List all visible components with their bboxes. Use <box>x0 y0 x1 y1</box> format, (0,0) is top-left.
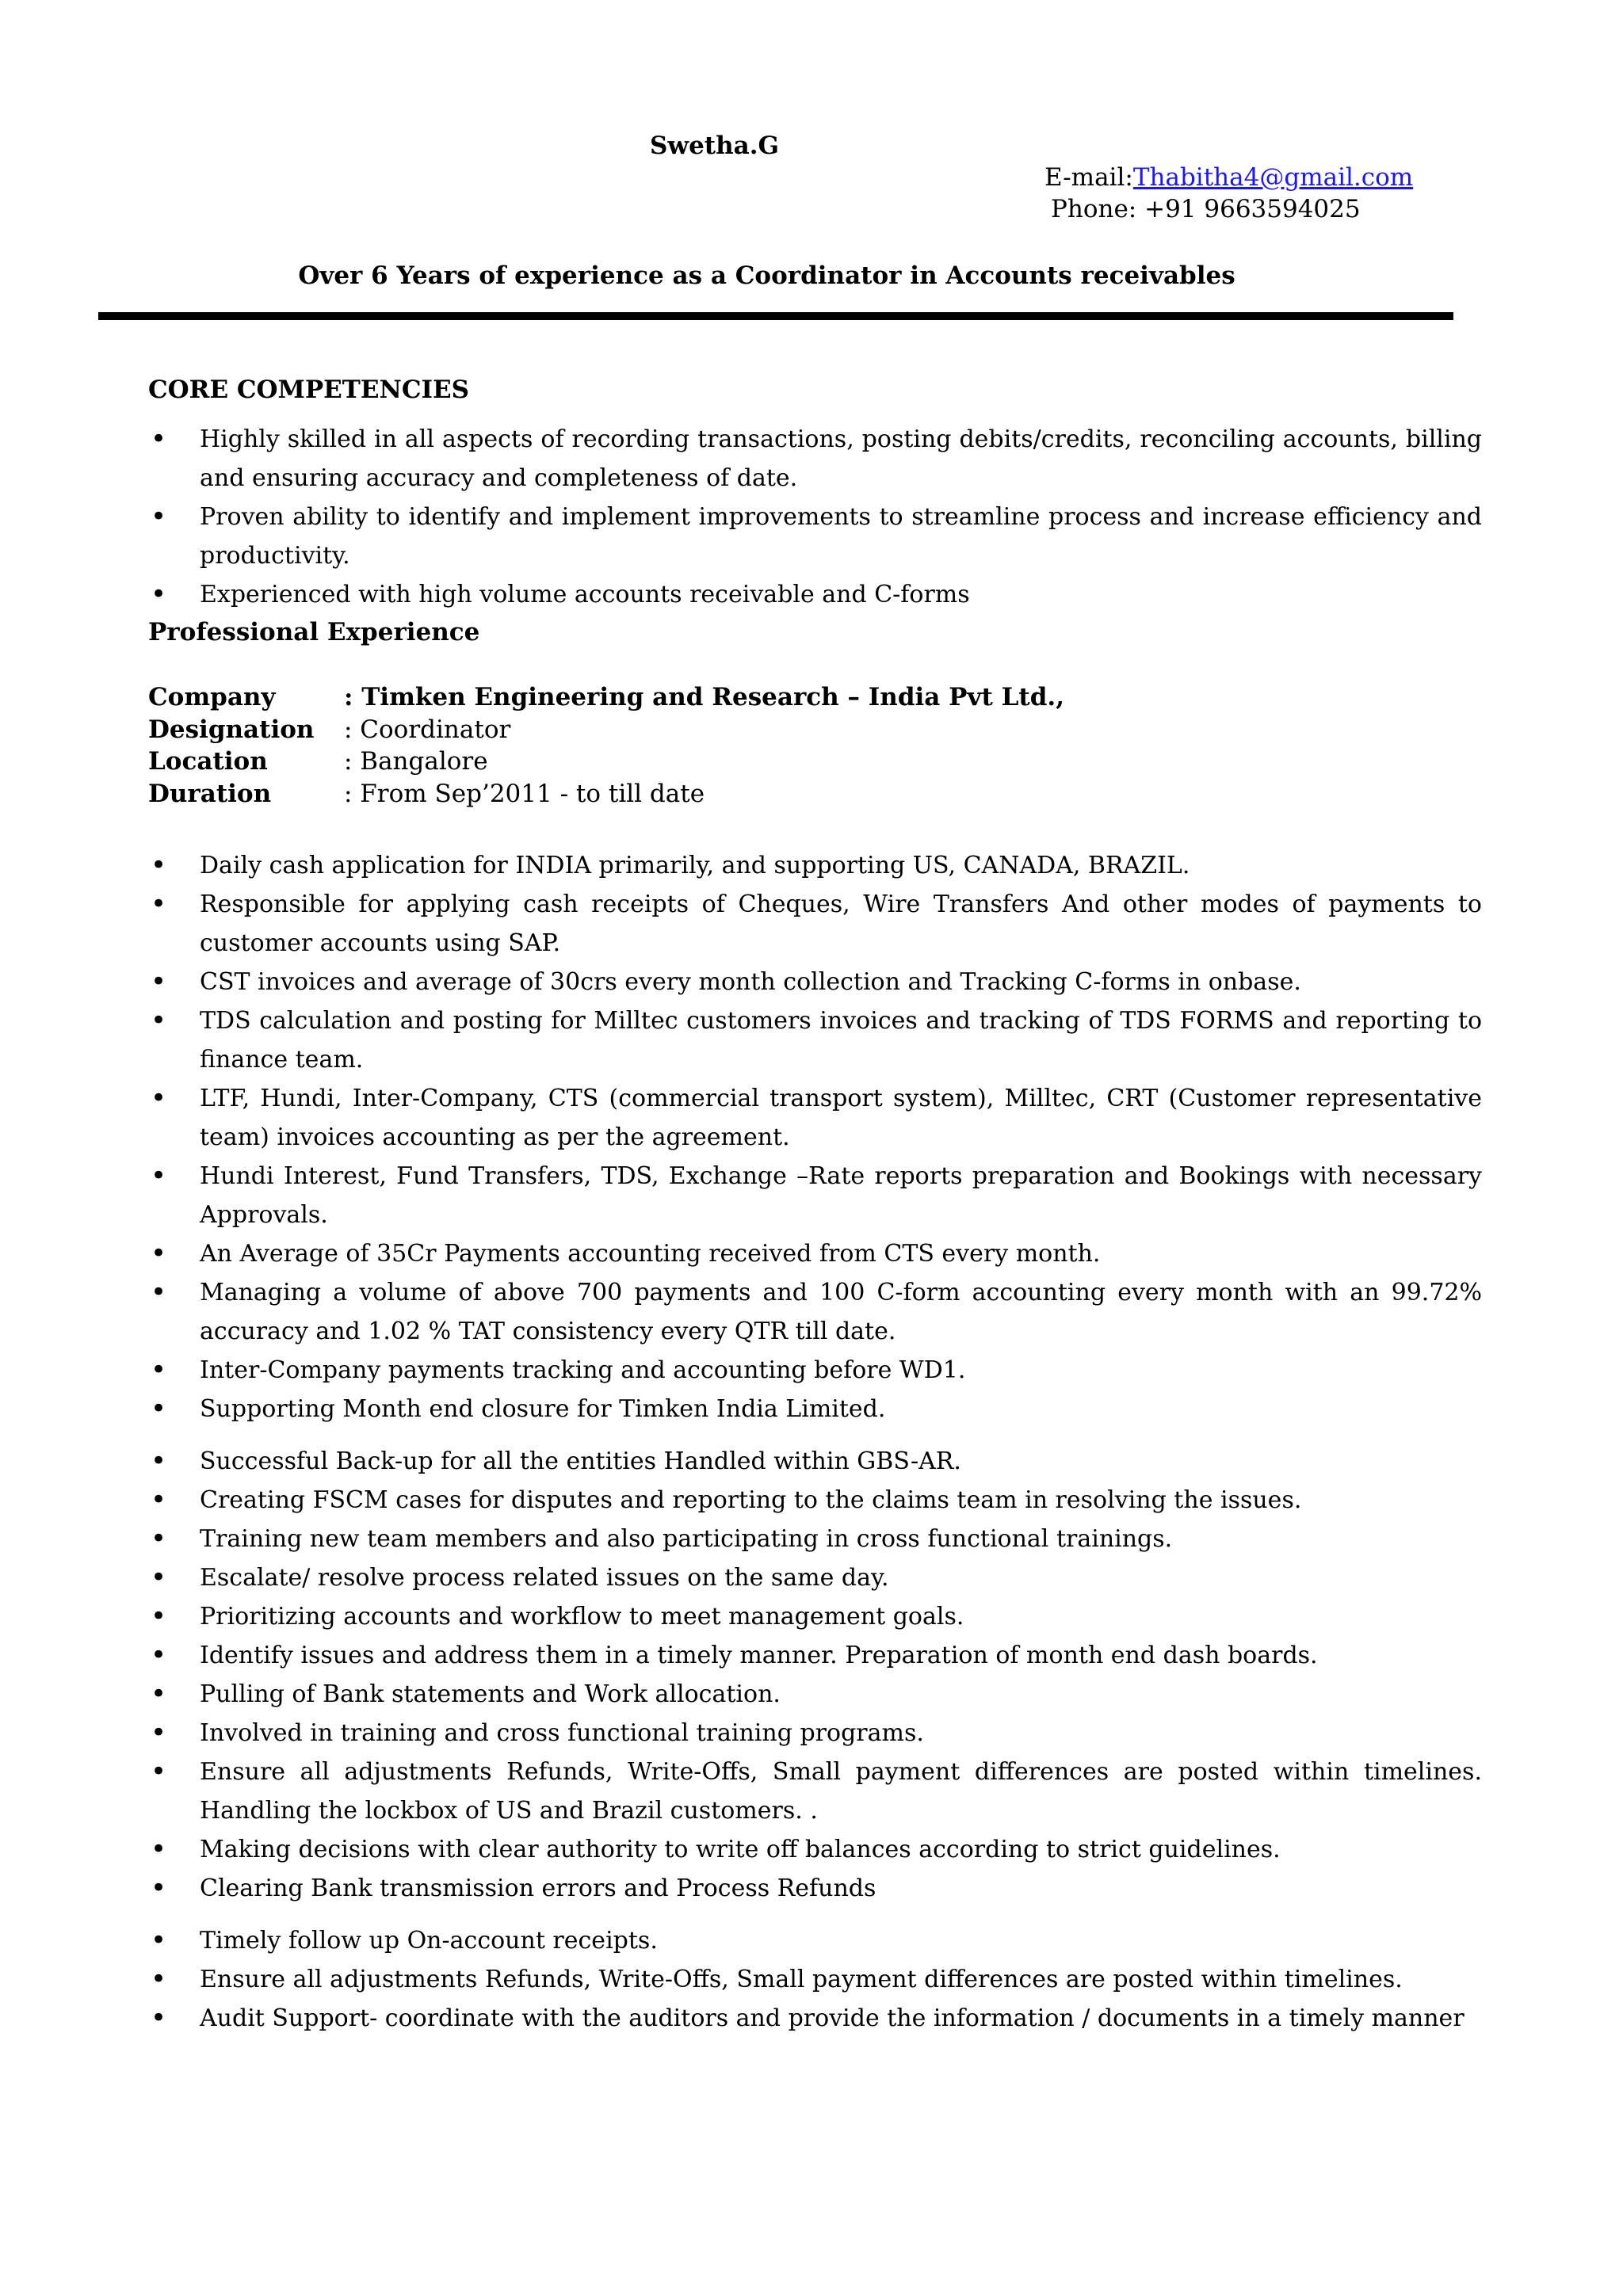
list-item: • An Average of 35Cr Payments accounting received from CTS every month. <box>200 1234 1482 1273</box>
email-link[interactable]: Thabitha4@gmail.com <box>1132 163 1414 192</box>
list-item: • Pulling of Bank statements and Work allocation. <box>200 1675 1482 1714</box>
email-label: E-mail: <box>1044 163 1133 192</box>
designation-label: Designation <box>148 715 315 744</box>
list-item: • Involved in training and cross functional training programs. <box>200 1714 1482 1753</box>
list-item: • Ensure all adjustments Refunds, Write-Offs, Small payment differences are posted within timelines. <box>200 1960 1482 1999</box>
list-item: • Making decisions with clear authority to write off balances according to strict guidelines. <box>200 1830 1482 1869</box>
list-item: • Timely follow up On-account receipts. <box>200 1921 1482 1960</box>
summary-line: Over 6 Years of experience as a Coordinator in Accounts receivables <box>298 261 1235 290</box>
company-label: Company <box>148 683 276 711</box>
professional-experience-heading: Professional Experience <box>148 618 480 646</box>
core-competencies-heading: CORE COMPETENCIES <box>148 376 470 404</box>
company-row <box>148 681 1064 714</box>
designation-value: : Coordinator <box>344 715 511 744</box>
list-item: • Training new team members and also participating in cross functional trainings. <box>200 1520 1482 1558</box>
list-item: • Inter-Company payments tracking and accounting before WD1. <box>200 1351 1482 1390</box>
header-divider <box>98 312 1453 320</box>
list-item: • Highly skilled in all aspects of recording transactions, posting debits/credits, reconciling accounts, billing and ensuring accuracy and completeness of date. <box>200 420 1482 498</box>
list-item: • CST invoices and average of 30crs every month collection and Tracking C-forms in onbase. <box>200 963 1482 1001</box>
list-item: • LTF, Hundi, Inter-Company, CTS (commercial transport system), Milltec, CRT (Customer representative team) invoices accounting as per the agreement. <box>200 1079 1482 1157</box>
designation-row <box>148 714 1064 746</box>
list-item: • Managing a volume of above 700 payments and 100 C-form accounting every month with an 99.72% accuracy and 1.02 % TAT consistency every QTR till date. <box>200 1273 1482 1351</box>
list-item: • Successful Back-up for all the entities Handled within GBS-AR. <box>200 1442 1482 1481</box>
location-value: : Bangalore <box>344 747 488 776</box>
job-details <box>148 681 1064 810</box>
list-item: • Clearing Bank transmission errors and Process Refunds <box>200 1869 1482 1908</box>
list-item: • Ensure all adjustments Refunds, Write-Offs, Small payment differences are posted within timelines. Handling the lockbox of US and Brazil customers. . <box>200 1753 1482 1830</box>
location-label: Location <box>148 747 268 776</box>
phone-number: Phone: +91 9663594025 <box>1051 195 1361 223</box>
list-item: • TDS calculation and posting for Milltec customers invoices and tracking of TDS FORMS and reporting to finance team. <box>200 1001 1482 1079</box>
list-item: • Supporting Month end closure for Timken India Limited. <box>200 1390 1482 1428</box>
company-value: : Timken Engineering and Research – India Pvt Ltd., <box>344 683 1064 711</box>
duration-value: : From Sep’2011 - to till date <box>344 779 705 808</box>
list-item: • Escalate/ resolve process related issues on the same day. <box>200 1558 1482 1597</box>
list-item: • Prioritizing accounts and workflow to meet management goals. <box>200 1597 1482 1636</box>
duration-row <box>148 778 1064 810</box>
duration-label: Duration <box>148 779 272 808</box>
location-row <box>148 746 1064 778</box>
list-item: • Proven ability to identify and implement improvements to streamline process and increase efficiency and productivity. <box>200 498 1482 575</box>
list-item: • Hundi Interest, Fund Transfers, TDS, Exchange –Rate reports preparation and Bookings with necessary Approvals. <box>200 1157 1482 1234</box>
list-item: • Responsible for applying cash receipts of Cheques, Wire Transfers And other modes of payments to customer accounts using SAP. <box>200 885 1482 963</box>
list-item: • Identify issues and address them in a timely manner. Preparation of month end dash boards. <box>200 1636 1482 1675</box>
experience-list <box>200 846 1482 2038</box>
email-line <box>1044 163 1413 192</box>
list-item: • Daily cash application for INDIA primarily, and supporting US, CANADA, BRAZIL. <box>200 846 1482 885</box>
candidate-name: Swetha.G <box>650 132 780 160</box>
list-item: • Experienced with high volume accounts receivable and C-forms <box>200 575 1482 614</box>
list-item: • Audit Support- coordinate with the auditors and provide the information / documents in a timely manner <box>200 1999 1482 2038</box>
core-competencies-list <box>200 420 1482 614</box>
list-item: • Creating FSCM cases for disputes and reporting to the claims team in resolving the issues. <box>200 1481 1482 1520</box>
